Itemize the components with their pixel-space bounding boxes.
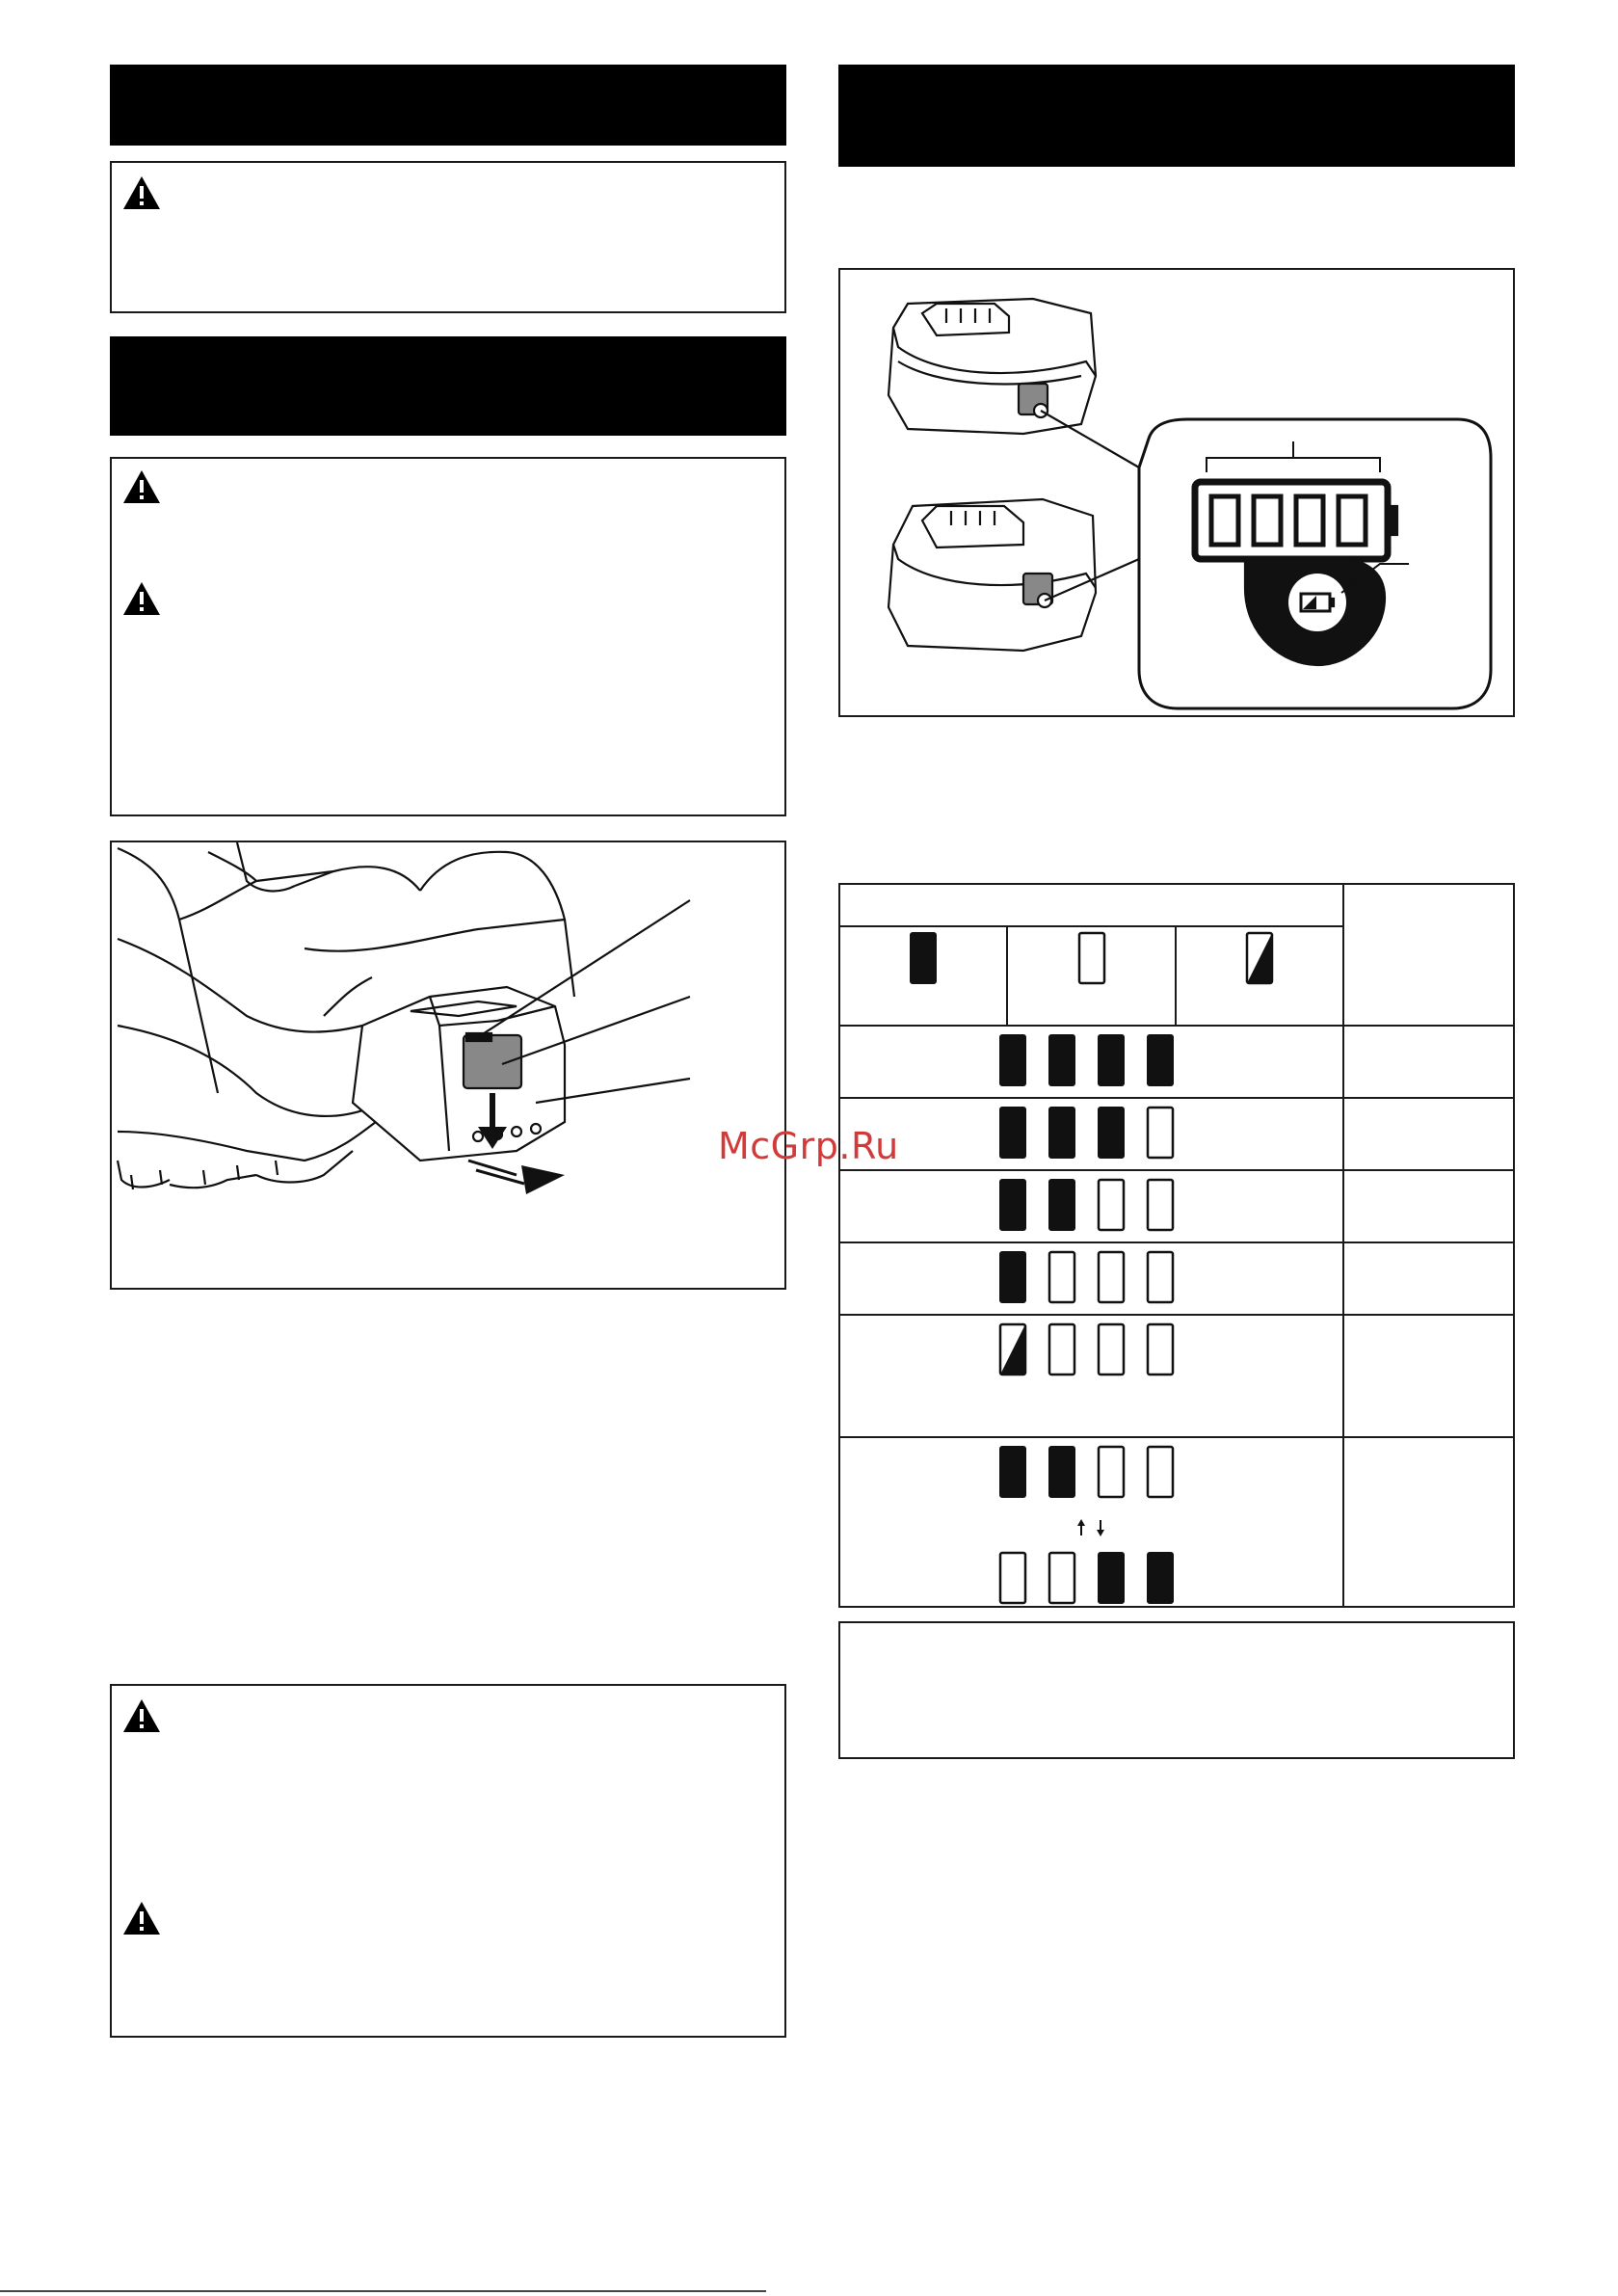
row-2-lamp-2 <box>1049 1108 1074 1158</box>
row-2-lamp-4 <box>1148 1108 1173 1158</box>
row-4-lamp-2 <box>1049 1252 1074 1302</box>
row-3-lamp-3 <box>1099 1180 1124 1230</box>
row-2-lamp-1 <box>1000 1108 1025 1158</box>
warning-box-1 <box>110 161 786 313</box>
row-6-lamp-2 <box>1049 1447 1074 1497</box>
tool-battery-drawing <box>112 842 784 1288</box>
section-header-bar-1 <box>110 65 786 146</box>
row-6-alt-lamp-2 <box>1049 1553 1074 1603</box>
legend-lamp-off <box>1079 933 1104 983</box>
warning-box-2 <box>110 457 786 816</box>
row-1-lamp-3 <box>1099 1035 1124 1085</box>
row-4-lamp-3 <box>1099 1252 1124 1302</box>
row-5-lamp-4 <box>1148 1324 1173 1375</box>
warning-triangle-icon <box>121 1900 162 1936</box>
battery-removal-illustration <box>110 841 786 1290</box>
row-3-lamp-2 <box>1049 1180 1074 1230</box>
footer-rule <box>0 2290 766 2292</box>
warning-triangle-icon <box>121 468 162 505</box>
warning-box-3 <box>110 1684 786 2038</box>
row-2-lamp-3 <box>1099 1108 1124 1158</box>
battery-packs-drawing <box>840 270 1513 715</box>
row-5-lamp-3 <box>1099 1324 1124 1375</box>
legend-lamp-lit <box>911 933 936 983</box>
row-6-alt-lamp-4 <box>1148 1553 1173 1603</box>
row-6-lamp-1 <box>1000 1447 1025 1497</box>
battery-indicator-illustration <box>838 268 1515 717</box>
row-6-lamp-3 <box>1099 1447 1124 1497</box>
row-1-lamp-4 <box>1148 1035 1173 1085</box>
section-header-bar-3 <box>838 65 1515 167</box>
warning-triangle-icon <box>121 1697 162 1734</box>
indicator-table-grid <box>838 883 1515 1608</box>
note-box <box>838 1621 1515 1759</box>
row-6-lamp-4 <box>1148 1447 1173 1497</box>
row-3-lamp-4 <box>1148 1180 1173 1230</box>
row-4-lamp-4 <box>1148 1252 1173 1302</box>
row-6-alt-lamp-3 <box>1099 1553 1124 1603</box>
row-1-lamp-1 <box>1000 1035 1025 1085</box>
warning-triangle-icon <box>121 174 162 211</box>
row-6-alt-lamp-1 <box>1000 1553 1025 1603</box>
section-header-bar-2 <box>110 336 786 436</box>
watermark-text: McGrp.Ru <box>718 1125 899 1167</box>
row-4-lamp-1 <box>1000 1252 1025 1302</box>
warning-triangle-icon <box>121 580 162 617</box>
indicator-table <box>838 883 1515 1608</box>
row-5-lamp-2 <box>1049 1324 1074 1375</box>
row-1-lamp-2 <box>1049 1035 1074 1085</box>
row-3-lamp-1 <box>1000 1180 1025 1230</box>
